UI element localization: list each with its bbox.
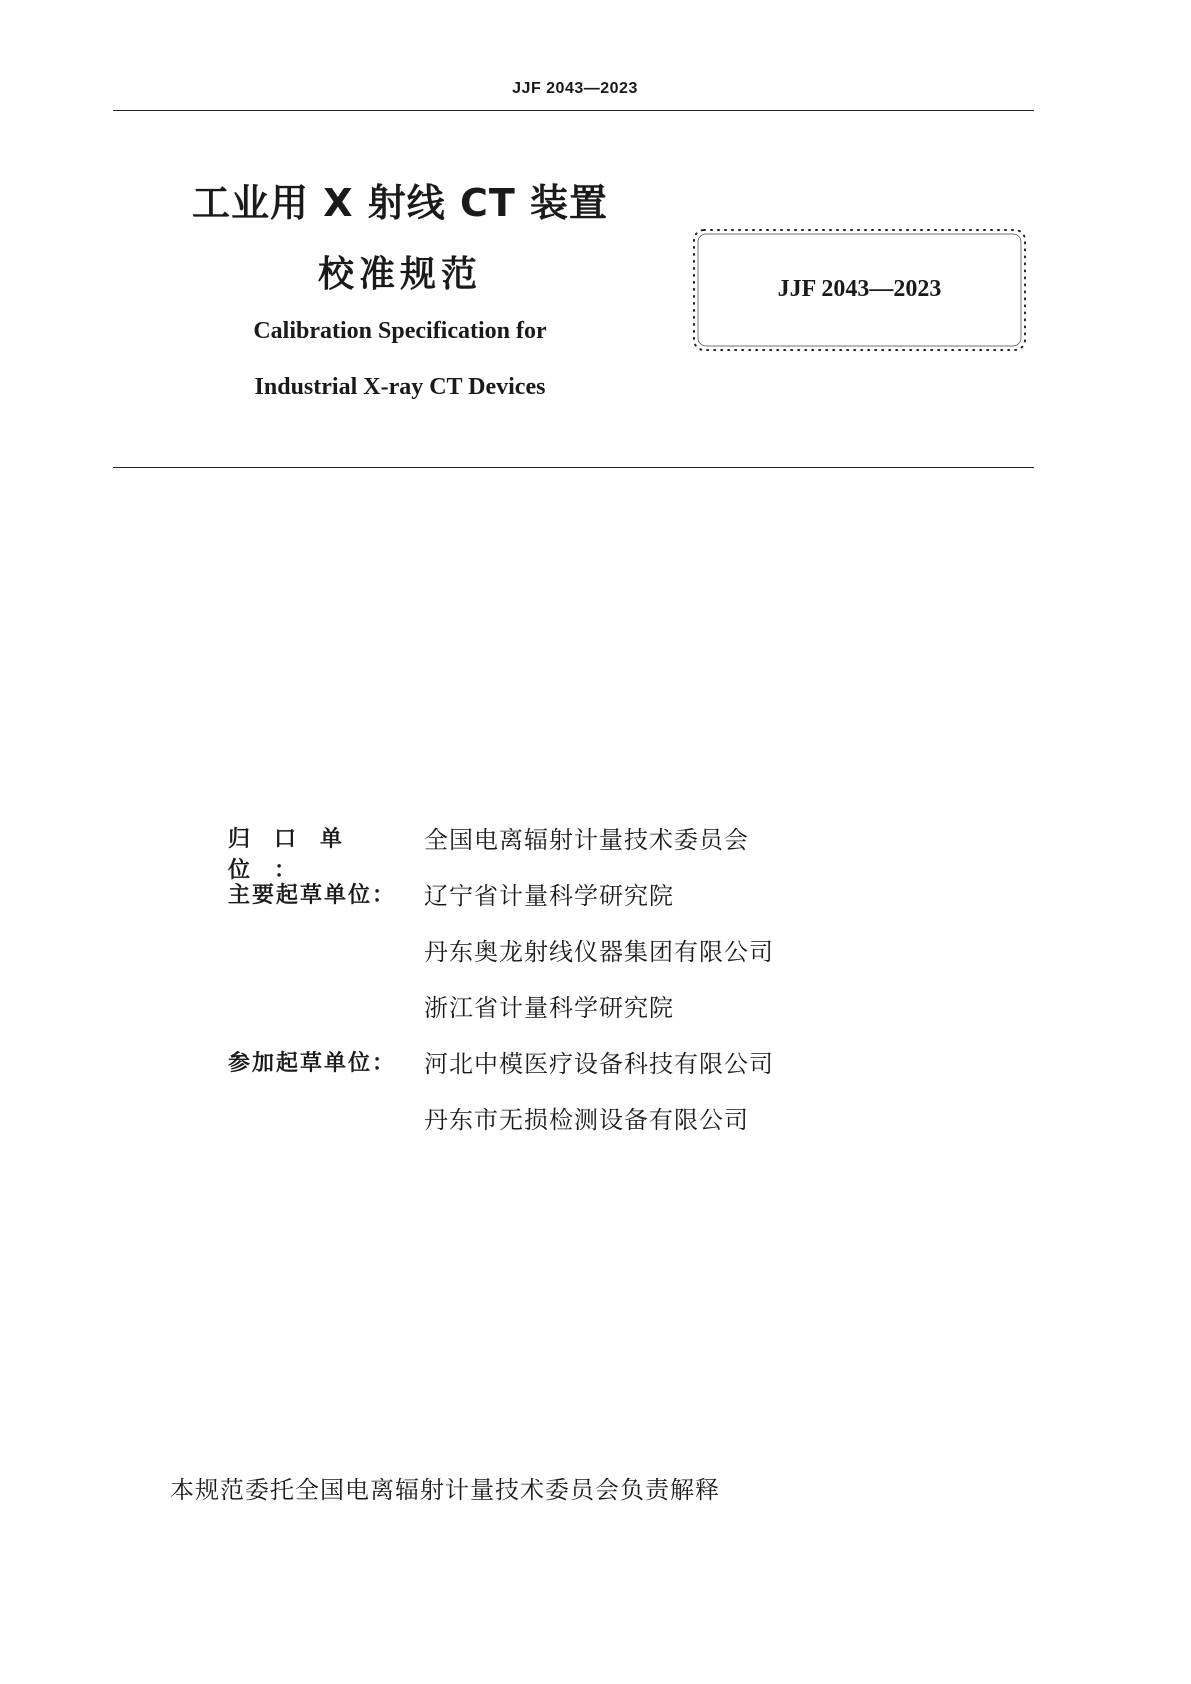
bottom-divider [113,467,1034,468]
participating-drafting-value-2: 丹东市无损检测设备有限公司 [424,1106,749,1134]
participating-drafting-label: 参加起草单位： [228,1051,397,1076]
main-drafting-value-3: 浙江省计量科学研究院 [424,994,674,1022]
title-english-line-2: Industrial X-ray CT Devices [254,374,546,400]
title-chinese-line-1: 工业用 X 射线 CT 装置 [191,181,609,225]
main-drafting-label: 主要起草单位： [228,883,397,908]
main-drafting-value-2: 丹东奥龙射线仪器集团有限公司 [424,938,774,966]
title-english-line-1: Calibration Specification for [253,318,547,344]
participating-drafting-value-1: 河北中模医疗设备科技有限公司 [424,1050,774,1078]
interpretation-note: 本规范委托全国电离辐射计量技术委员会负责解释 [170,1476,720,1504]
top-divider [113,110,1034,111]
standard-code: JJF 2043—2023 [777,276,942,302]
standard-code-box [690,226,1029,354]
main-drafting-value-1: 辽宁省计量科学研究院 [424,882,674,910]
title-chinese-line-2: 校准规范 [317,254,482,295]
header-standard-code: JJF 2043—2023 [512,80,638,97]
centralized-unit-label: 归口单位： [228,827,367,883]
centralized-unit-value: 全国电离辐射计量技术委员会 [424,826,749,854]
